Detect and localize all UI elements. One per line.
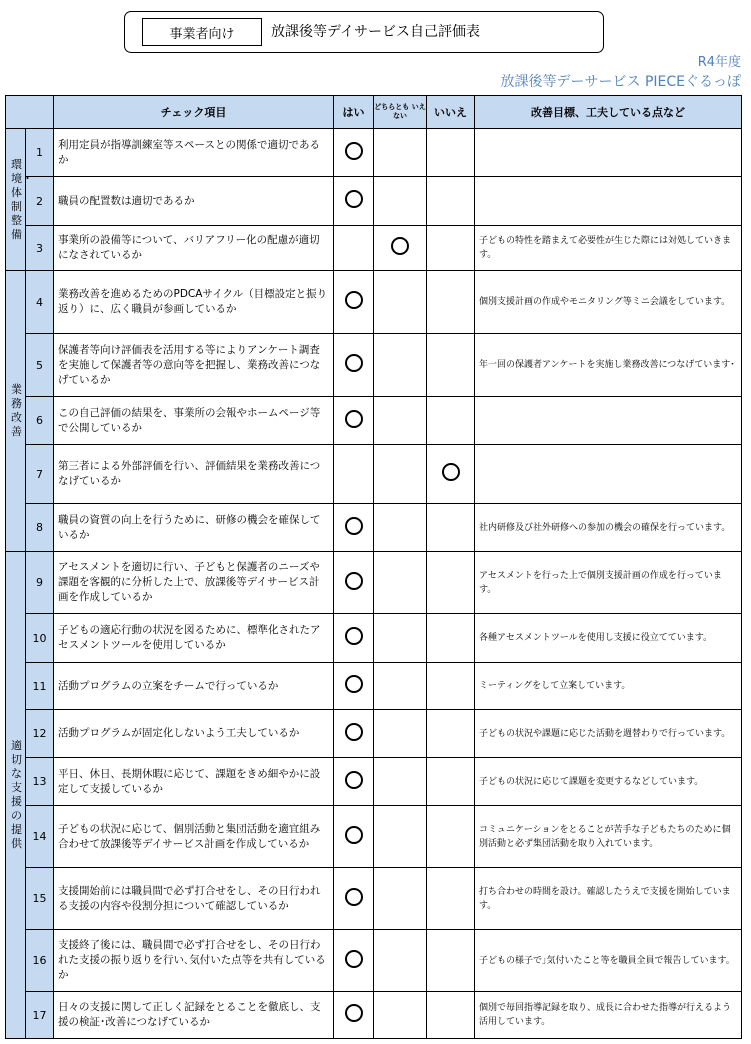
- table-row: [6, 868, 742, 930]
- circle-mark-icon: [345, 950, 363, 968]
- answer-no-cell: [427, 663, 475, 710]
- check-item: 活動プログラムが固定化しないよう工夫しているか: [54, 710, 334, 758]
- answer-neither-cell: [374, 710, 427, 758]
- answer-no-cell: [427, 758, 475, 806]
- table-row: [6, 177, 742, 226]
- evaluation-table: [5, 95, 742, 1039]
- row-number: 17: [26, 992, 54, 1039]
- header-yes: はい: [334, 96, 374, 129]
- header-no: いいえ: [427, 96, 475, 129]
- answer-no-cell: [427, 226, 475, 271]
- improvement-note: [475, 445, 742, 504]
- answer-yes-cell: [334, 504, 374, 552]
- answer-neither-cell: [374, 334, 427, 397]
- improvement-note: 子どもの特性を踏まえて必要性が生じた際には対処していきます。: [475, 226, 742, 271]
- improvement-note: 子どもの様子で｣気付いたこと等を職員全員で報告しています。: [475, 930, 742, 992]
- improvement-note: アセスメントを行った上で個別支援計画の作成を行っています。: [475, 552, 742, 614]
- improvement-note: 各種アセスメントツールを使用し支援に役立てています。: [475, 614, 742, 663]
- improvement-note: 子どもの状況に応じて課題を変更するなどしています。: [475, 758, 742, 806]
- table-row: [6, 992, 742, 1039]
- answer-no-cell: [427, 992, 475, 1039]
- header-neither: どちらとも いえない: [374, 96, 427, 129]
- answer-no-cell: [427, 806, 475, 868]
- answer-yes-cell: [334, 445, 374, 504]
- check-item: 活動プログラムの立案をチームで行っているか: [54, 663, 334, 710]
- improvement-note: [475, 129, 742, 177]
- circle-mark-icon: [345, 410, 363, 428]
- table-row: [6, 806, 742, 868]
- circle-mark-icon: [345, 354, 363, 372]
- answer-yes-cell: [334, 930, 374, 992]
- answer-neither-cell: [374, 552, 427, 614]
- table-row: [6, 226, 742, 271]
- check-item: 支援開始前には職員間で必ず打合せをし、その日行われる支援の内容や役割分担について確認しているか: [54, 868, 334, 930]
- row-number: 1: [26, 129, 54, 177]
- circle-mark-icon: [345, 888, 363, 906]
- header-row: [6, 96, 742, 129]
- row-number: 15: [26, 868, 54, 930]
- circle-mark-icon: [345, 1004, 363, 1022]
- answer-yes-cell: [334, 663, 374, 710]
- check-item: 事業所の設備等について、バリアフリー化の配慮が適切になされているか: [54, 226, 334, 271]
- answer-neither-cell: [374, 930, 427, 992]
- improvement-note: ミーティングをして立案しています。: [475, 663, 742, 710]
- header-notes: 改善目標、工夫している点など: [475, 96, 742, 129]
- circle-mark-icon: [345, 517, 363, 535]
- audience-tag: 事業者向け: [142, 18, 262, 46]
- document-title: 放課後等デイサービス自己評価表: [271, 24, 481, 40]
- table-row: [6, 334, 742, 397]
- answer-neither-cell: [374, 868, 427, 930]
- row-number: 11: [26, 663, 54, 710]
- answer-neither-cell: [374, 397, 427, 445]
- circle-mark-icon: [345, 627, 363, 645]
- table-row: [6, 129, 742, 177]
- answer-neither-cell: [374, 806, 427, 868]
- improvement-note: 子どもの状況や課題に応じた活動を週替わりで行っています。: [475, 710, 742, 758]
- answer-yes-cell: [334, 710, 374, 758]
- answer-yes-cell: [334, 271, 374, 334]
- row-number: 14: [26, 806, 54, 868]
- row-number: 4: [26, 271, 54, 334]
- table-row: [6, 552, 742, 614]
- check-item: 支援終了後には、職員間で必ず打合せをし、その日行われた支援の振り返りを行い､気付いた点等を共有しているか: [54, 930, 334, 992]
- circle-mark-icon: [345, 771, 363, 789]
- table-row: [6, 710, 742, 758]
- answer-neither-cell: [374, 758, 427, 806]
- answer-yes-cell: [334, 177, 374, 226]
- answer-yes-cell: [334, 992, 374, 1039]
- answer-neither-cell: [374, 504, 427, 552]
- check-item: 利用定員が指導訓練室等スペースとの関係で適切であるか: [54, 129, 334, 177]
- check-item: この自己評価の結果を、事業所の会報やホームページ等で公開しているか: [54, 397, 334, 445]
- check-item: 日々の支援に関して正しく記録をとることを徹底し、支援の検証･改善につなげているか: [54, 992, 334, 1039]
- answer-no-cell: [427, 271, 475, 334]
- improvement-note: 年一回の保護者アンケートを実施し業務改善につなげています･: [475, 334, 742, 397]
- answer-neither-cell: [374, 129, 427, 177]
- check-item: 職員の配置数は適切であるか: [54, 177, 334, 226]
- answer-yes-cell: [334, 552, 374, 614]
- table-body: [6, 129, 742, 1039]
- answer-neither-cell: [374, 226, 427, 271]
- answer-yes-cell: [334, 226, 374, 271]
- answer-no-cell: [427, 177, 475, 226]
- answer-neither-cell: [374, 445, 427, 504]
- improvement-note: 社内研修及び社外研修への参加の機会の確保を行っています。: [475, 504, 742, 552]
- category-label: 適切な支援の提供: [6, 552, 26, 1039]
- improvement-note: 打ち合わせの時間を設け。確認したうえで支援を開始しています。: [475, 868, 742, 930]
- answer-yes-cell: [334, 334, 374, 397]
- answer-neither-cell: [374, 271, 427, 334]
- check-item: 平日、休日、長期休暇に応じて、課題をきめ細やかに設定して支援しているか: [54, 758, 334, 806]
- table-row: [6, 758, 742, 806]
- answer-yes-cell: [334, 868, 374, 930]
- answer-no-cell: [427, 868, 475, 930]
- row-number: 7: [26, 445, 54, 504]
- check-item: 子どもの状況に応じて、個別活動と集団活動を適宜組み合わせて放課後等デイサービス計画を作成しているか: [54, 806, 334, 868]
- answer-no-cell: [427, 397, 475, 445]
- row-number: 5: [26, 334, 54, 397]
- header-check-item: チェック項目: [54, 96, 334, 129]
- circle-mark-icon: [345, 142, 363, 160]
- answer-yes-cell: [334, 758, 374, 806]
- circle-mark-icon: [345, 675, 363, 693]
- circle-mark-icon: [345, 572, 363, 590]
- check-item: 第三者による外部評価を行い、評価結果を業務改善につなげているか: [54, 445, 334, 504]
- category-label: 環境・体制整備: [6, 129, 26, 271]
- circle-mark-icon: [345, 291, 363, 309]
- table-row: [6, 397, 742, 445]
- row-number: 16: [26, 930, 54, 992]
- improvement-note: 個別支援計画の作成やモニタリング等ミニ会議をしています。: [475, 271, 742, 334]
- improvement-note: [475, 397, 742, 445]
- category-label: 業務改善: [6, 271, 26, 552]
- answer-yes-cell: [334, 806, 374, 868]
- answer-neither-cell: [374, 177, 427, 226]
- improvement-note: 個別で毎回指導記録を取り、成長に合わせた指導が行えるよう活用しています。: [475, 992, 742, 1039]
- answer-no-cell: [427, 334, 475, 397]
- answer-no-cell: [427, 614, 475, 663]
- table-row: [6, 445, 742, 504]
- answer-yes-cell: [334, 614, 374, 663]
- answer-neither-cell: [374, 992, 427, 1039]
- table-row: [6, 663, 742, 710]
- row-number: 12: [26, 710, 54, 758]
- check-item: 業務改善を進めるためのPDCAサイクル（目標設定と振り返り）に、広く職員が参画しているか: [54, 271, 334, 334]
- answer-neither-cell: [374, 614, 427, 663]
- table-row: [6, 271, 742, 334]
- answer-no-cell: [427, 129, 475, 177]
- circle-mark-icon: [345, 826, 363, 844]
- circle-mark-icon: [391, 237, 409, 255]
- answer-no-cell: [427, 930, 475, 992]
- check-item: 保護者等向け評価表を活用する等によりアンケート調査を実施して保護者等の意向等を把握し、業務改善につなげているか: [54, 334, 334, 397]
- row-number: 3: [26, 226, 54, 271]
- title-box: [124, 11, 604, 53]
- row-number: 8: [26, 504, 54, 552]
- check-item: 子どもの適応行動の状況を図るために、標準化されたアセスメントツールを使用しているか: [54, 614, 334, 663]
- check-item: 職員の資質の向上を行うために、研修の機会を確保しているか: [54, 504, 334, 552]
- answer-no-cell: [427, 504, 475, 552]
- facility-name: 放課後等デーサービス PIECEぐるっぽ: [500, 74, 741, 90]
- table-row: [6, 930, 742, 992]
- circle-mark-icon: [442, 463, 460, 481]
- answer-yes-cell: [334, 397, 374, 445]
- answer-neither-cell: [374, 663, 427, 710]
- fiscal-year: R4年度: [697, 55, 741, 70]
- answer-yes-cell: [334, 129, 374, 177]
- answer-no-cell: [427, 710, 475, 758]
- table-row: [6, 504, 742, 552]
- improvement-note: [475, 177, 742, 226]
- answer-no-cell: [427, 552, 475, 614]
- row-number: 10: [26, 614, 54, 663]
- circle-mark-icon: [345, 723, 363, 741]
- row-number: 13: [26, 758, 54, 806]
- circle-mark-icon: [345, 190, 363, 208]
- table-row: [6, 614, 742, 663]
- check-item: アセスメントを適切に行い、子どもと保護者のニーズや課題を客観的に分析した上で、放課後等デイサービス計画を作成しているか: [54, 552, 334, 614]
- header-blank: [6, 96, 54, 129]
- improvement-note: コミュニケーションをとることが苦手な子どもたちのために個別活動と必ず集団活動を取り入れています。: [475, 806, 742, 868]
- row-number: 2: [26, 177, 54, 226]
- answer-no-cell: [427, 445, 475, 504]
- row-number: 6: [26, 397, 54, 445]
- row-number: 9: [26, 552, 54, 614]
